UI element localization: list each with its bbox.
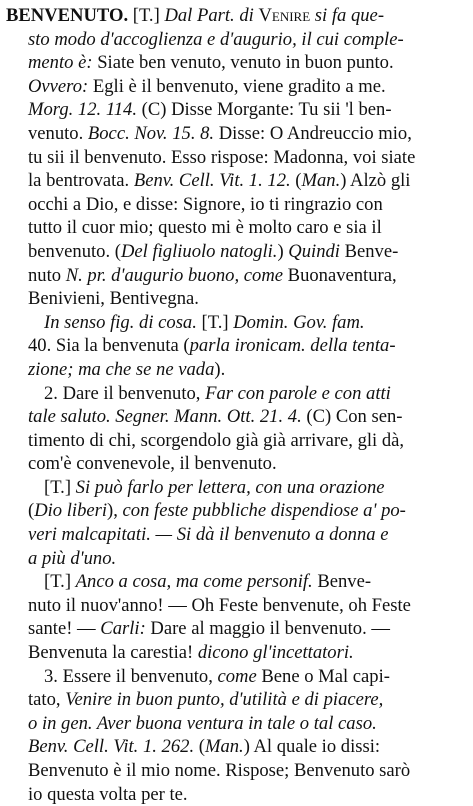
entry-line [6,547,467,571]
entry-line [6,617,467,641]
text-run: Benivieni, Bentivegna. [28,288,199,310]
text-run: Buonaventura, [283,264,397,286]
entry-line [6,358,467,382]
text-run: Anco a cosa, ma come personif. [75,571,313,593]
text-run: zione; ma che se ne vada [28,358,215,380]
entry-line [6,382,467,406]
entry-line [6,429,467,453]
text-run: 40. Sia la benvenuta ( [28,335,190,357]
entry-line [6,735,467,759]
text-run: Far con parole e con atti [205,382,391,404]
text-run: [T.] [44,476,76,498]
text-run: occhi a Dio, e disse: Signore, io ti ringrazio con [28,193,383,215]
entry-line [6,783,467,806]
text-run: Benvenuta la carestia! [28,642,198,664]
text-run: In senso fig. di cosa. [44,311,197,333]
text-run: tato, [28,689,66,711]
entry-line [6,146,467,170]
text-run: ( [28,500,35,522]
entry-line [6,712,467,736]
text-run: [T.] [44,571,76,593]
text-run: Benve- [339,240,399,262]
headword: BENVENUTO. [6,5,129,26]
text-run: Venire [258,5,311,26]
text-run: parla ironicam. della tenta- [189,335,396,357]
text-run: Benv. Cell. Vit. 1. 12. [133,170,291,192]
text-run: tale saluto. Segner. Mann. Ott. 21. 4. [28,406,302,428]
text-run: sto modo d'accoglienza e d'augurio, il cui comple- [28,28,404,50]
text-run: Carli: [100,618,146,640]
entry-line [6,287,467,311]
entry-line [6,523,467,547]
tommaseo-tag: [T.] [132,5,160,26]
entry-line [6,122,467,146]
text-run: ( [290,170,302,192]
entry-line [6,759,467,783]
entry-line [6,594,467,618]
entry-line [6,665,467,689]
entry-line [6,405,467,429]
text-run: Si può farlo per lettera, con una orazione [75,476,385,498]
entry-line [6,641,467,665]
entry-line [6,98,467,122]
text-run: Man. [204,736,244,758]
text-run: ) Al quale io dissi: [243,736,381,758]
text-run: ( [194,736,205,758]
entry-line [6,4,467,28]
text-run: Dal Part. di [164,5,259,26]
text-run: Dare al maggio il benvenuto. — [145,618,390,640]
text-run: Benve- [312,571,372,593]
text-run: [T.] [196,311,234,333]
text-run: con feste pubbliche dispendiose a' po- [122,500,406,522]
entry-line [6,452,467,476]
entry-line [6,264,467,288]
text-run: Bocc. Nov. 15. 8. [87,122,215,144]
entry-line [6,75,467,99]
text-run: mento è: [28,52,98,74]
text-run: Egli è il benvenuto, viene gradito a me. [92,75,386,97]
text-run: timento di chi, scorgendolo già già arrivare, gli dà, [28,429,405,451]
text-run: Siate ben venuto, venuto in buon punto. [97,52,394,74]
entry-line [6,240,467,264]
entry-line [6,193,467,217]
text-run: (C) Con sen- [301,406,403,428]
entry-line [6,499,467,523]
text-run: si fa que- [310,5,385,26]
text-run: ) [277,240,289,262]
text-run: tutto il cuor mio; questo mi è molto caro e sia il [28,217,382,239]
entry-line [6,334,467,358]
text-run: Benvenuto è il mio nome. Rispose; Benvenuto sarò [28,760,411,781]
entry-line [6,28,467,52]
entry-line [6,476,467,500]
text-run: Disse: O Andreuccio mio, [214,122,412,144]
text-run: com'è convenevole, il benvenuto. [28,453,277,475]
entry-line [6,216,467,240]
text-run: dicono gl'incettatori. [197,642,354,664]
text-run: Venire in buon punto, d'utilità e di piacere, [65,689,384,711]
text-run: nuto [28,264,66,286]
entry-line [6,311,467,335]
text-run: ) Alzò gli [340,170,411,192]
text-run: Dio liberi [34,500,108,522]
text-run: ). [214,358,226,380]
dictionary-entry-benvenuto [6,4,467,806]
entry-line [6,51,467,75]
text-run: ), [107,500,123,522]
text-run: Man. [301,170,341,192]
text-run: sante! — [28,618,101,640]
text-run: 3. Essere il benvenuto, [44,665,218,687]
text-run: Domin. Gov. fam. [233,311,365,333]
text-run: Quindi [288,240,340,262]
text-run: Morg. 12. 114. [28,99,137,121]
text-run: venuto. [28,122,88,144]
entry-line [6,688,467,712]
text-run: come [217,665,257,687]
text-run: Ovvero: [28,75,93,97]
text-run: benvenuto. ( [28,240,121,262]
text-run: nuto il nuov'anno! — Oh Feste benvenute, oh Feste [28,594,411,616]
text-run: Bene o Mal capi- [256,665,390,687]
text-run: Del figliuolo natogli. [120,240,278,262]
text-run: io questa volta per te. [28,783,188,805]
text-run: o in gen. Aver buona ventura in tale o tal caso. [28,712,377,734]
text-run: tu sii il benvenuto. Esso rispose: Madonna, voi siate [28,146,416,168]
text-run: N. pr. d'augurio buono, come [65,264,284,286]
text-run: a più d'uno. [28,547,117,569]
entry-line [6,169,467,193]
text-run: (C) Disse Morgante: Tu sii 'l ben- [136,99,392,121]
text-run: la bentrovata. [28,170,134,192]
text-run: veri malcapitati. — Si dà il benvenuto a donna e [28,524,389,546]
entry-line [6,570,467,594]
text-run: Benv. Cell. Vit. 1. 262. [28,736,195,758]
text-run: 2. Dare il benvenuto, [44,382,206,404]
